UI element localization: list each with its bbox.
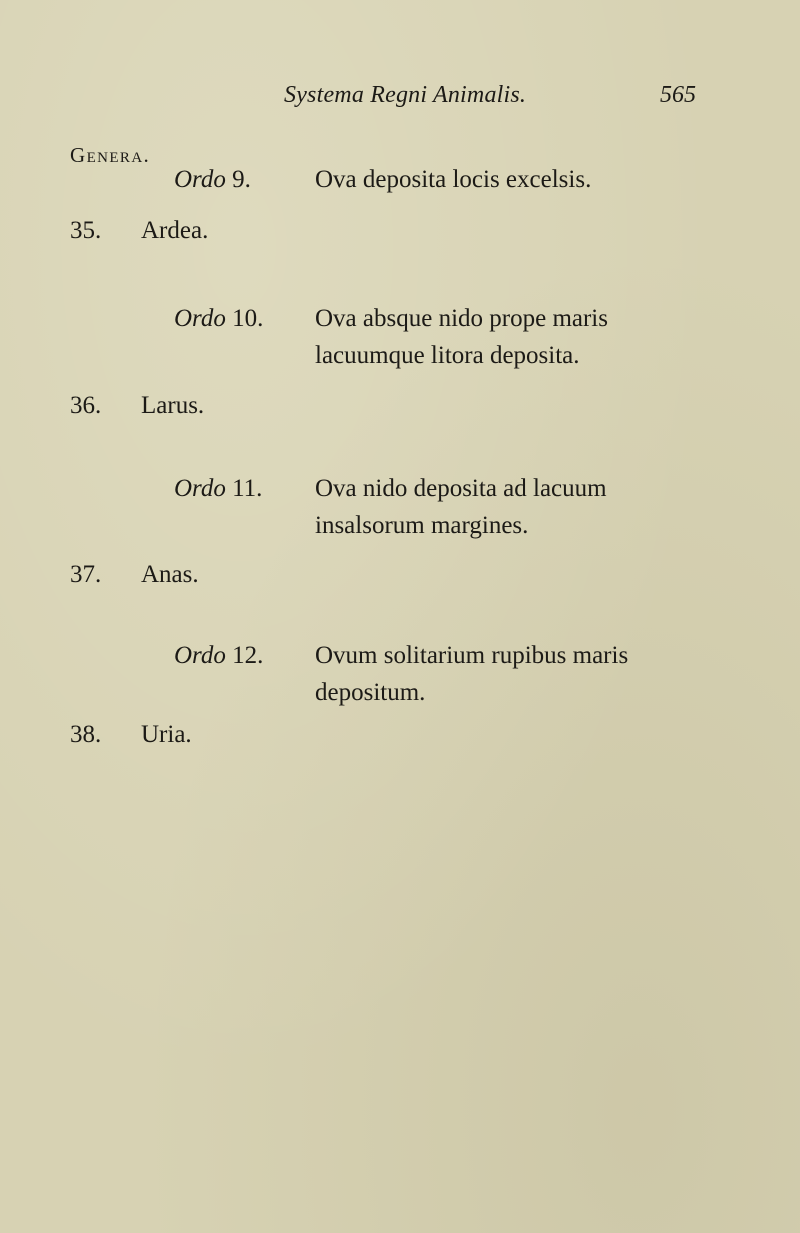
description-line: Ovum solitarium rupibus maris — [315, 642, 629, 669]
genus-number: 35. — [70, 217, 102, 244]
ordo-word: Ordo — [174, 475, 226, 502]
ordo-word: Ordo — [174, 166, 226, 193]
genus-name: Anas. — [141, 561, 199, 588]
genus-entry — [70, 561, 199, 589]
ordo-number: 9. — [232, 166, 251, 193]
genus-name: Uria. — [141, 721, 192, 748]
running-title: Systema Regni Animalis. — [284, 82, 527, 108]
genus-number: 38. — [70, 721, 102, 748]
description-line: Ova deposita locis excelsis. — [315, 166, 592, 193]
genus-entry — [70, 392, 204, 420]
genus-entry — [70, 217, 208, 245]
description-line: insalsorum margines. — [315, 512, 529, 539]
description-line: lacuumque litora deposita. — [315, 342, 580, 369]
ordo-label — [174, 300, 263, 337]
ordo-number: 11. — [232, 475, 263, 502]
description-line: Ova absque nido prope maris — [315, 305, 608, 332]
genus-entry — [70, 721, 192, 749]
genus-name: Ardea. — [141, 217, 209, 244]
page-number: 565 — [660, 82, 696, 108]
ordo-word: Ordo — [174, 305, 226, 332]
ordo-word: Ordo — [174, 642, 226, 669]
ordo-number: 12. — [232, 642, 264, 669]
description-line: depositum. — [315, 679, 426, 706]
genus-number: 36. — [70, 392, 102, 419]
ordo-label — [174, 470, 262, 507]
ordo-label — [174, 637, 263, 674]
genus-name: Larus. — [141, 392, 205, 419]
ordo-label — [174, 161, 251, 198]
ordo-description — [315, 300, 715, 374]
genera-heading: Genera. — [70, 143, 151, 167]
ordo-description — [315, 161, 715, 198]
ordo-description — [315, 470, 715, 544]
description-line: Ova nido deposita ad lacuum — [315, 475, 607, 502]
running-head — [0, 82, 800, 116]
ordo-number: 10. — [232, 305, 264, 332]
ordo-description — [315, 637, 715, 711]
genus-number: 37. — [70, 561, 102, 588]
